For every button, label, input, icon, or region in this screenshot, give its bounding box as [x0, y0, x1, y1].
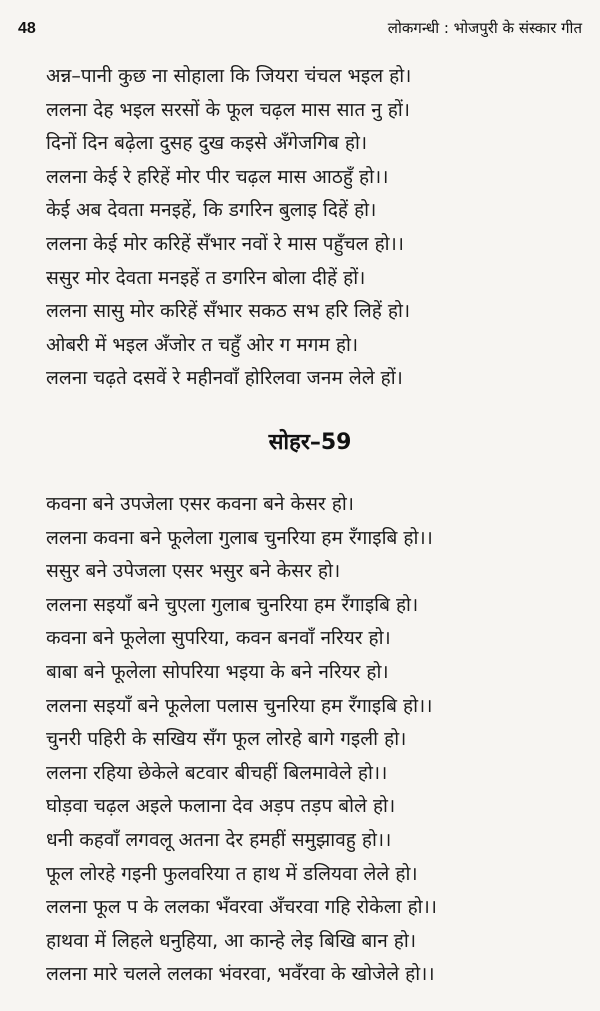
verse-line: ललना चढ़ते दसवें रे महीनवाँ होरिलवा जनम लेले हों।	[46, 367, 403, 390]
verse-line: चुनरी पहिरी के सखिय सँग फूल लोरहे बागे गइली हो।	[46, 728, 407, 751]
verse-line: बाबा बने फूलेला सोपरिया भइया के बने नरियर हो।	[46, 660, 389, 683]
verse-line: कवना बने फूलेला सुपरिया, कवन बनवाँ नरियर हो।	[46, 627, 391, 650]
page-number: 48	[18, 20, 36, 37]
verse-line: ललना सइयाँ बने फूलेला पलास चुनरिया हम रँगाइबि हो।।	[46, 694, 433, 717]
verse-line: ससुर बने उपेजला एसर भसुर बने केसर हो।	[46, 560, 341, 583]
verse-line: हाथवा में लिहले धनुहिया, आ कान्हे लेइ बिखि बान हो।	[46, 929, 417, 952]
verse-line: फूल लोरहे गइनी फुलवरिया त हाथ में डलियवा लेले हो।	[46, 862, 418, 885]
verse-line: घोड़वा चढ़ल अइले फलाना देव अड़प तड़प बोले हो।	[46, 795, 396, 818]
verse-line: ससुर मोर देवता मनइहें त डगरिन बोला दीहें हों।	[46, 266, 366, 289]
verse-line: ललना रहिया छेकेले बटवार बीचहीं बिलमावेले हो।।	[46, 761, 388, 784]
verse-line: ललना केई मोर करिहें सँभार नवों रे मास पहुँचल हो।।	[46, 232, 404, 255]
verse-line: ललना सासु मोर करिहें सँभार सकठ सभ हरि लिहें हो।	[46, 300, 411, 323]
running-head: लोकगन्धी : भोजपुरी के संस्कार गीत	[387, 19, 582, 37]
verse-line: ओबरी में भइल अँजोर त चहुँ ओर ग मगम हो।	[46, 333, 359, 356]
verse-line: कवना बने उपजेला एसर कवना बने केसर हो।	[46, 493, 354, 515]
section-title: सोहर–59	[268, 430, 352, 455]
verse-line: ललना फूल प के ललका भँवरवा अँचरवा गहि रोकेला हो।।	[46, 896, 437, 919]
page-header	[18, 14, 582, 44]
verse-line: ललना केई रे हरिहें मोर पीर चढ़ल मास आठहुँ हो।।	[46, 165, 389, 188]
verse-line: दिनों दिन बढ़ेला दुसह दुख कइसे अँगेजगिब हो।	[46, 132, 368, 155]
verse-line: केई अब देवता मनइहें, कि डगरिन बुलाइ दिहें हो।	[46, 199, 377, 222]
verse-line: ललना देह भइल सरसों के फूल चढ़ल मास सात नु हों।	[46, 98, 410, 121]
verse-line: ललना मारे चलले ललका भंवरवा, भवँरवा के खोजेले हो।।	[46, 963, 435, 986]
verse-block-top	[0, 60, 600, 396]
verse-line: ललना कवना बने फूलेला गुलाब चुनरिया हम रँगाइबि हो।।	[46, 526, 433, 549]
verse-block-bottom	[0, 488, 600, 992]
verse-line: धनी कहवाँ लगवलू अतना देर हमहीं समुझावहु हो।।	[46, 828, 392, 851]
verse-line: अन्न–पानी कुछ ना सोहाला कि जियरा चंचल भइल हो।	[46, 65, 412, 87]
verse-line: ललना सइयाँ बने चुएला गुलाब चुनरिया हम रँगाइबि हो।	[46, 593, 419, 616]
